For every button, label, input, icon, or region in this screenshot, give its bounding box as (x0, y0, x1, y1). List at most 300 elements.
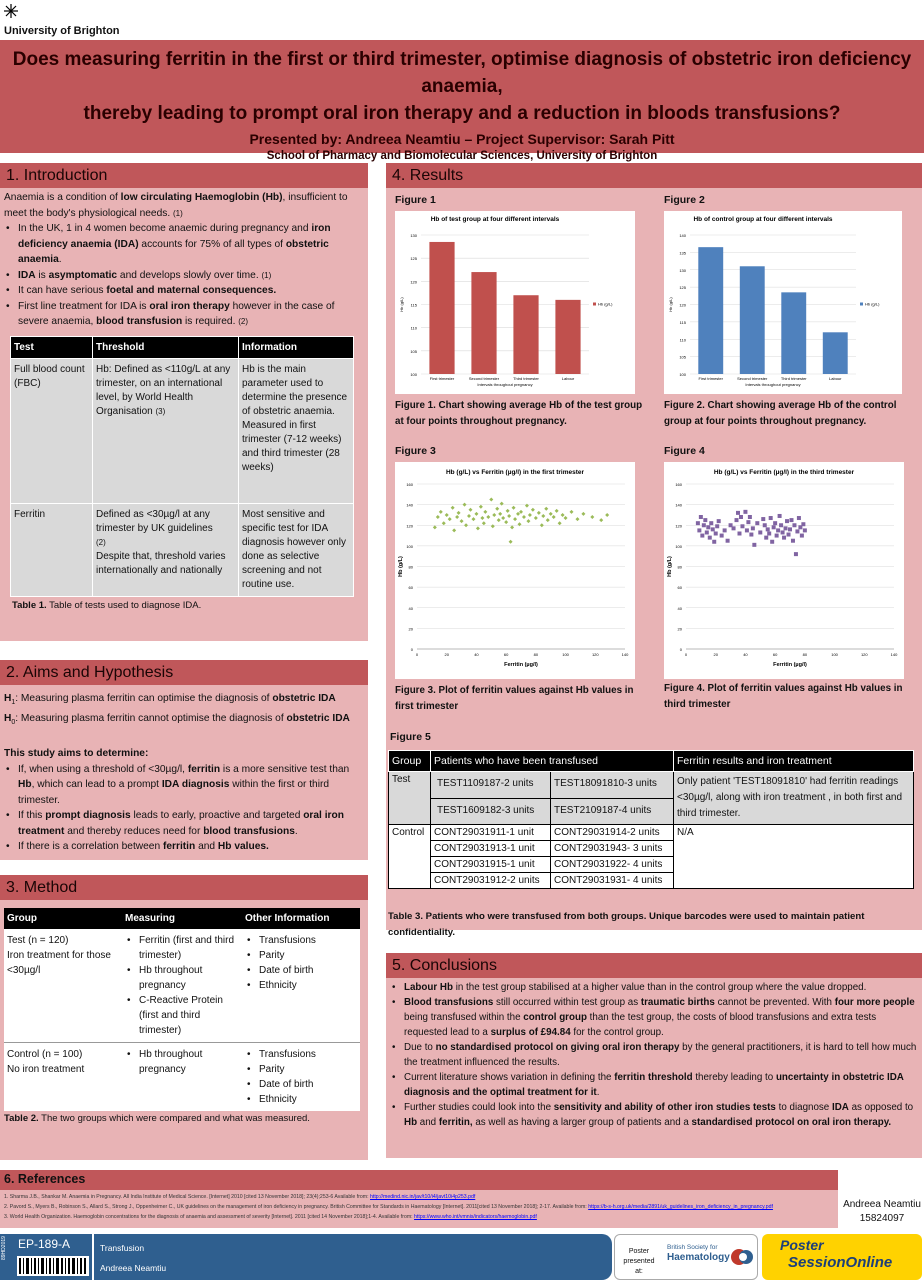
table-header: Threshold (93, 336, 239, 358)
table-row: Control CONT29031911-1 unit CONT29031914-2 units N/A (389, 825, 914, 841)
data-point (788, 527, 792, 531)
data-point (772, 525, 776, 529)
y-tick-label: 120 (406, 523, 413, 529)
data-point (743, 510, 747, 514)
data-point (696, 521, 700, 525)
side-code: 89HD2019 (1, 1236, 7, 1260)
data-point (769, 516, 773, 520)
data-point (433, 525, 437, 529)
table-header: Patients who have been transfused (431, 751, 674, 772)
y-axis-label: Hb (g/L) (667, 556, 673, 577)
table3-caption: Table 3. Patients who were transfused from both groups. Unique barcodes were used to maintain patient confidentiality. (388, 911, 865, 938)
data-point (445, 513, 449, 517)
table-header: Information (239, 336, 354, 358)
references-list (0, 1190, 838, 1224)
data-point (712, 540, 716, 544)
data-point (483, 510, 487, 514)
table-row: CONT29031913-1 unit CONT29031943- 3 units (389, 841, 914, 857)
table-row: CONT29031912-2 units CONT29031931- 4 units (389, 873, 914, 889)
y-tick-label: 140 (675, 502, 682, 508)
data-point (794, 552, 798, 556)
x-tick-label: Second trimester (737, 376, 768, 381)
references-heading: 6. References (0, 1170, 838, 1190)
data-point (476, 526, 480, 530)
bar (513, 295, 538, 374)
topic: Transfusion (100, 1243, 145, 1253)
presenters: Presented by: Andreea Neamtiu – Project Supervisor: Sarah Pitt (249, 131, 675, 147)
y-tick-label: 115 (679, 319, 686, 325)
data-point (599, 518, 603, 522)
data-point (590, 515, 594, 519)
list-item: • It can have serious foetal and maternal consequences. (4, 283, 364, 299)
data-point (513, 517, 517, 521)
chart-title: Hb of control group at four different intervals (693, 216, 833, 223)
table-header: Other Information (242, 908, 360, 929)
data-point (512, 506, 516, 510)
data-point (791, 539, 795, 543)
x-tick-label: Labour (561, 376, 575, 381)
data-point (789, 518, 793, 522)
figure2-label: Figure 2 (664, 194, 705, 206)
data-point (761, 517, 765, 521)
x-axis-label: Ferritin (µg/l) (773, 662, 807, 668)
bar (698, 247, 723, 374)
author-name: Andreea Neamtiu (843, 1199, 921, 1210)
data-point (442, 521, 446, 525)
postersession-line2: SessionOnline (788, 1254, 893, 1271)
data-point (702, 523, 706, 527)
y-tick-label: 100 (406, 543, 413, 549)
data-point (546, 518, 550, 522)
y-tick-label: 140 (679, 233, 686, 238)
x-axis-label: Intervals throughout pregnancy (745, 382, 801, 387)
y-tick-label: 110 (410, 325, 417, 331)
data-point (555, 509, 559, 513)
data-point (581, 512, 585, 516)
data-point (706, 525, 710, 529)
data-point (752, 543, 756, 547)
legend-label: Hb (g/L) (865, 301, 880, 307)
data-point (504, 520, 508, 524)
table-row: Test (n = 120) Iron treatment for those <30µg/l • Ferritin (first and third trimester) • Hb throughout pregnancy • C-Reactive Protein (first and third trimester) • Transfusions • Parity • Date of birth • Ethnicity (4, 929, 360, 1043)
data-point (489, 497, 493, 501)
y-tick-label: 125 (410, 256, 417, 262)
figure2-caption: Figure 2. Chart showing average Hb of the control group at four points throughout pregnancy. (664, 400, 897, 427)
postersession-logo-box (762, 1234, 922, 1280)
x-tick-label: 120 (860, 652, 868, 657)
data-point (726, 539, 730, 543)
introduction-heading: 1. Introduction (0, 163, 368, 188)
footer-author: Andreea Neamtiu (100, 1263, 167, 1273)
data-point (787, 533, 791, 537)
data-point (766, 527, 770, 531)
data-point (740, 524, 744, 528)
table2-caption: Table 2. The two groups which were compared and what was measured. (4, 1113, 310, 1124)
data-point (720, 534, 724, 538)
data-point (451, 506, 455, 510)
data-point (795, 529, 799, 533)
data-point (549, 512, 553, 516)
data-point (801, 522, 805, 526)
aims-text: $H_1$: Measuring plasma ferritin can optimise the diagnosis of obstetric IDA $H_0$: Measuring plasma ferritin cannot optimise the diagnosis of obstetric IDA This study aims to determine: • If, when using a threshold of <30µg/l, ferritin is a more sensitive test than Hb, which can lead to a prompt IDA diagnosis within the first or third trimester. • If this prompt diagnosis leads to early, proactive and targeted oral iron treatment and thereby reduces need for blood transfusions. • If there is a correlation between ferritin and Hb values. (0, 685, 368, 857)
y-tick-label: 80 (677, 564, 682, 570)
x-tick-label: 80 (533, 652, 539, 657)
data-point (448, 517, 452, 521)
data-point (552, 515, 556, 519)
y-tick-label: 120 (410, 279, 417, 285)
x-tick-label: 0 (415, 652, 419, 657)
data-point (717, 519, 721, 523)
data-point (522, 515, 526, 519)
data-point (463, 503, 467, 507)
data-point (776, 528, 780, 532)
bar (429, 242, 454, 374)
data-point (778, 514, 782, 518)
data-point (770, 540, 774, 544)
table1-caption: Table 1. Table of tests used to diagnose IDA. (12, 599, 202, 611)
table-row: Control (n = 100) No iron treatment • Hb throughout pregnancy • Transfusions • Parity • Date of birth • Ethnicity (4, 1043, 360, 1112)
bsh-line2: Haematology (667, 1252, 730, 1263)
list-item: • If this prompt diagnosis leads to early, proactive and targeted oral iron treatment and thereby reduces need for blood transfusions. (4, 808, 364, 839)
data-point (525, 504, 529, 508)
list-item: • Blood transfusions still occurred within test group as traumatic births cannot be prevented. With four more people being transfused within the control group than the test group, the costs of blood transfusions and extra tests requested lead to a surplus of £94.84 for the control group. (390, 995, 918, 1040)
x-tick-label: 0 (684, 652, 688, 657)
y-tick-label: 105 (679, 354, 686, 360)
data-point (700, 534, 704, 538)
y-tick-label: 20 (677, 626, 682, 632)
list-item: • Labour Hb in the test group stabilised at a higher value than in the control group where the value dropped. (390, 980, 918, 995)
data-point (564, 516, 568, 520)
data-point (797, 516, 801, 520)
y-tick-label: 100 (675, 543, 682, 549)
bar (471, 272, 496, 374)
y-tick-label: 125 (679, 285, 686, 291)
x-tick-label: Third trimester (513, 376, 539, 381)
y-tick-label: 60 (408, 585, 413, 591)
aims-heading: 2. Aims and Hypothesis (0, 660, 368, 685)
data-point (558, 521, 562, 525)
table-header: Ferritin results and iron treatment (674, 751, 914, 772)
data-point (528, 513, 532, 517)
data-point (764, 536, 768, 540)
chart-figure3 (395, 462, 635, 679)
data-point (526, 519, 530, 523)
data-point (699, 515, 703, 519)
university-logo-icon (4, 4, 18, 18)
data-point (575, 517, 579, 521)
presented-at: Poster presented at: (623, 1248, 655, 1275)
y-tick-label: 115 (410, 302, 417, 308)
data-point (534, 516, 538, 520)
poster-code-box (0, 1234, 92, 1280)
barcode-icon (17, 1256, 89, 1276)
data-point (703, 518, 707, 522)
transfused-table (388, 750, 914, 889)
table-row: Ferritin Defined as <30µg/l at any trimester by UK guidelines (2) Despite that, threshold varies internationally and nationally Most sensitive and specific test for IDA diagnosis however only done as selective screening and not routine use. (11, 503, 354, 596)
y-tick-label: 100 (410, 372, 417, 377)
figure4-caption: Figure 4. Plot of ferritin values against Hb values in third trimester (664, 683, 903, 710)
data-point (755, 521, 759, 525)
y-axis-label: Hb (g/L) (399, 297, 404, 312)
table-row: Test TEST1109187-2 units TEST18091810-3 units Only patient 'TEST18091810' had ferritin readings <30µg/l, along with iron treatment , in both first and third trimester. (389, 772, 914, 799)
data-point (709, 521, 713, 525)
data-point (739, 515, 743, 519)
x-tick-label: 60 (503, 652, 509, 657)
y-tick-label: 140 (406, 502, 413, 508)
data-point (763, 523, 767, 527)
data-point (468, 508, 472, 512)
data-point (803, 528, 807, 532)
x-tick-label: 140 (890, 652, 898, 657)
method-table (4, 908, 360, 1111)
x-tick-label: 100 (562, 652, 569, 657)
data-point (767, 532, 771, 536)
data-point (782, 536, 786, 540)
data-point (705, 530, 709, 534)
y-tick-label: 110 (679, 337, 686, 343)
method-heading: 3. Method (0, 875, 368, 900)
y-tick-label: 20 (408, 626, 413, 632)
table-row: TEST1609182-3 units TEST2109187-4 units (389, 798, 914, 825)
x-tick-label: 40 (743, 652, 748, 657)
data-point (785, 519, 789, 523)
x-tick-label: 60 (772, 652, 778, 657)
chart-figure2 (664, 211, 902, 394)
data-point (561, 513, 565, 517)
reference-link[interactable]: https://www.who.int/vmnis/indicators/haemoglobin.pdf (414, 1214, 537, 1220)
data-point (479, 505, 483, 509)
data-point (605, 513, 609, 517)
data-point (471, 517, 475, 521)
data-point (467, 514, 471, 518)
footer-bar (0, 1232, 924, 1280)
y-tick-label: 40 (408, 605, 413, 611)
postersession-line1: Poster (780, 1237, 824, 1253)
data-point (800, 534, 804, 538)
data-point (510, 525, 514, 529)
introduction-section (0, 163, 368, 641)
x-tick-label: 140 (621, 652, 629, 657)
chart-figure1 (395, 211, 635, 394)
bar (555, 300, 580, 374)
data-point (500, 502, 504, 506)
y-tick-label: 40 (677, 605, 682, 611)
results-section (386, 163, 922, 938)
list-item: • If there is a correlation between ferritin and Hb values. (4, 839, 364, 855)
data-point (748, 515, 752, 519)
data-point (735, 518, 739, 522)
legend-label: Hb (g/L) (598, 301, 613, 307)
data-point (708, 536, 712, 540)
y-axis-label: Hb (g/L) (668, 297, 673, 312)
data-point (781, 530, 785, 534)
reference-item: 1. Sharma J.B., Shankar M. Anaemia in Pregnancy. All India Institute of Medical Science. [Internet] 2010 [cited 13 November 2018]; 23(4);253-6 Available from: http://medind.nic.in/jav/t10/i4/javt10i4p253.pdf (4, 1194, 476, 1200)
y-tick-label: 160 (406, 482, 413, 487)
data-point (736, 511, 740, 515)
data-point (537, 511, 541, 515)
y-tick-label: 135 (679, 250, 686, 256)
x-axis-label: Intervals throughout pregnancy (477, 382, 533, 387)
tests-table (10, 336, 354, 597)
data-point (507, 514, 511, 518)
data-point (737, 532, 741, 536)
figure5-label: Figure 5 (390, 731, 431, 743)
data-point (516, 512, 520, 516)
data-point (491, 524, 495, 528)
data-point (773, 521, 777, 525)
data-point (715, 524, 719, 528)
reference-link[interactable]: http://medind.nic.in/jav/t10/i4/javt10i4p253.pdf (370, 1194, 476, 1200)
figure3-label: Figure 3 (395, 445, 436, 457)
y-tick-label: 0 (679, 647, 682, 652)
data-point (436, 515, 440, 519)
author-box (840, 1198, 924, 1226)
bsh-line1: British Society for (667, 1244, 718, 1251)
aims-section (0, 660, 368, 860)
author-id: 15824097 (859, 1213, 905, 1224)
bar (740, 266, 765, 374)
data-point (506, 509, 510, 513)
list-item: • First line treatment for IDA is oral iron therapy however in the case of severe anaemia, blood transfusion is required. (2) (4, 299, 364, 330)
introduction-text: Anaemia is a condition of low circulating Haemoglobin (Hb), insufficient to meet the body's physiological needs. (1) • In the UK, 1 in 4 women become anaemic during pregnancy and iron deficiency anaemia (IDA) accounts for 75% of all types of obstetric anaemia. • IDA is asymptomatic and develops slowly over time. (1) • It can have serious foetal and maternal consequences. • First line treatment for IDA is oral iron therapy however in the case of severe anaemia, blood transfusion is required. (2) (0, 188, 368, 332)
data-point (492, 513, 496, 517)
x-tick-label: 40 (474, 652, 479, 657)
figure4-label: Figure 4 (664, 445, 705, 457)
data-point (455, 515, 459, 519)
x-tick-label: First trimester (429, 376, 455, 381)
list-item: • If, when using a threshold of <30µg/l, ferritin is a more sensitive test than Hb, which can lead to a prompt IDA diagnosis within the first or third trimester. (4, 762, 364, 809)
x-tick-label: 120 (591, 652, 599, 657)
data-point (751, 526, 755, 530)
data-point (544, 507, 548, 511)
chart-title: Hb of test group at four different intervals (430, 216, 560, 223)
table-row: Full blood count (FBC) Hb: Defined as <110g/L at any trimester, on an international level, by World Health Organisation (3) Hb is the main parameter used to determine the presence of obstetric anaemia. Measured in first trimester (7-12 weeks) and third trimester (28 weeks) (11, 358, 354, 503)
x-tick-label: 80 (802, 652, 808, 657)
data-point (711, 527, 715, 531)
references-section (0, 1170, 838, 1228)
data-point (531, 508, 535, 512)
data-point (495, 507, 499, 511)
data-point (460, 519, 464, 523)
table-header: Measuring (122, 908, 242, 929)
poster-title-line2: thereby leading to prompt oral iron therapy and a reduction in bloods transfusions? (83, 103, 841, 124)
results-heading: 4. Results (386, 163, 922, 188)
data-point (714, 532, 718, 536)
legend-swatch (593, 303, 596, 306)
data-point (482, 521, 486, 525)
y-tick-label: 130 (679, 267, 686, 273)
data-point (732, 526, 736, 530)
data-point (758, 530, 762, 534)
poster-code: EP-189-A (18, 1237, 71, 1251)
school: School of Pharmacy and Biomolecular Sciences, University of Brighton (266, 150, 658, 162)
reference-item: 2. Pavord S., Myers B., Robinson S., Allard S., Strong J., Oppenheimer C., UK guidelines on the management of iron deficiency in pregnancy. British Committee for Standards in Haematology [Internet]. 2011[cited 13 November 2018]; 2-17. Available from: https://b-s-h.org.uk/media/2891/uk_guidelines_iron_deficiency_in_pregnancy.pdf (4, 1204, 773, 1210)
conclusions-heading: 5. Conclusions (386, 953, 922, 978)
poster-title-line1: Does measuring ferritin in the first or third trimester, optimise diagnosis of obstetric iron deficiency anaemia, (12, 49, 912, 97)
y-tick-label: 0 (410, 647, 413, 652)
method-section (0, 875, 368, 1160)
data-point (784, 526, 788, 530)
reference-link[interactable]: https://b-s-h.org.uk/media/2891/uk_guidelines_iron_deficiency_in_pregnancy.pdf (588, 1204, 773, 1210)
bar (823, 332, 848, 374)
figure1-caption: Figure 1. Chart showing average Hb of the test group at four points throughout pregnancy. (395, 400, 643, 427)
list-item: • Due to no standardised protocol on giving oral iron therapy by the general practitioners, it is hard to tell how much the treatment influenced the results. (390, 1040, 918, 1070)
x-tick-label: 100 (831, 652, 838, 657)
x-tick-label: 20 (713, 652, 718, 657)
university-name: University of Brighton (4, 25, 120, 37)
data-point (775, 534, 779, 538)
data-point (779, 523, 783, 527)
y-tick-label: 130 (410, 233, 417, 238)
y-tick-label: 105 (410, 348, 417, 354)
data-point (792, 523, 796, 527)
chart-title: Hb (g/L) vs Ferritin (µg/l) in the third trimester (713, 469, 855, 476)
figure1-label: Figure 1 (395, 194, 436, 206)
data-point (480, 516, 484, 520)
y-tick-label: 160 (675, 482, 682, 487)
x-tick-label: Third trimester (780, 376, 807, 381)
y-tick-label: 120 (675, 523, 682, 529)
data-point (723, 528, 727, 532)
data-point (464, 523, 468, 527)
y-axis-label: Hb (g/L) (398, 556, 404, 577)
bsh-logo-box (614, 1234, 758, 1280)
data-point (746, 520, 750, 524)
y-tick-label: 120 (679, 302, 686, 308)
data-point (439, 510, 443, 514)
y-tick-label: 80 (408, 564, 413, 570)
reference-item: 3. World Health Organization. Haemoglobin concentrations for the diagnosis of anaemia and assessment of severity [Internet]. 2011 [cited 14 November 2018];1-4. Available from: https://www.who.int/vmnis/indicators/haemoglobin.pdf (4, 1214, 537, 1220)
legend-swatch (860, 303, 863, 306)
data-point (518, 522, 522, 526)
conclusions-section (386, 953, 922, 1158)
data-point (486, 515, 490, 519)
conclusions-text (386, 978, 922, 1132)
list-item: • Further studies could look into the sensitivity and ability of other iron studies tests to diagnose IDA as opposed to Hb and ferritin, as well as having a larger group of patients and a standardised protocol on oral iron therapy. (390, 1100, 918, 1130)
data-point (745, 528, 749, 532)
data-point (519, 510, 523, 514)
x-tick-label: First trimester (698, 376, 723, 381)
data-point (570, 510, 574, 514)
x-tick-label: Second trimester (468, 376, 500, 381)
list-item: • IDA is asymptomatic and develops slowly over time. (1) (4, 268, 364, 284)
list-item: • In the UK, 1 in 4 women become anaemic during pregnancy and iron deficiency anaemia (IDA) accounts for 75% of all types of obstetric anaemia. (4, 221, 364, 268)
data-point (497, 518, 501, 522)
data-point (452, 528, 456, 532)
x-axis-label: Ferritin (µg/l) (504, 662, 538, 668)
data-point (457, 511, 461, 515)
table-header: Group (389, 751, 431, 772)
y-tick-label: 60 (677, 585, 682, 591)
figure3-caption: Figure 3. Plot of ferritin values against Hb values in first trimester (395, 685, 634, 712)
data-point (474, 512, 478, 516)
data-point (749, 533, 753, 537)
chart-figure4 (664, 462, 904, 679)
bsh-logo-icon (730, 1245, 754, 1269)
x-tick-label: Labour (829, 376, 842, 381)
table-row: CONT29031915-1 unit CONT29031922- 4 units (389, 857, 914, 873)
data-point (541, 514, 545, 518)
y-tick-label: 100 (679, 372, 686, 377)
data-point (540, 523, 544, 527)
x-tick-label: 20 (444, 652, 449, 657)
poster-header (0, 40, 924, 162)
topic-bar (94, 1234, 612, 1280)
data-point (509, 540, 513, 544)
data-point (498, 512, 502, 516)
data-point (501, 516, 505, 520)
table-header: Test (11, 336, 93, 358)
